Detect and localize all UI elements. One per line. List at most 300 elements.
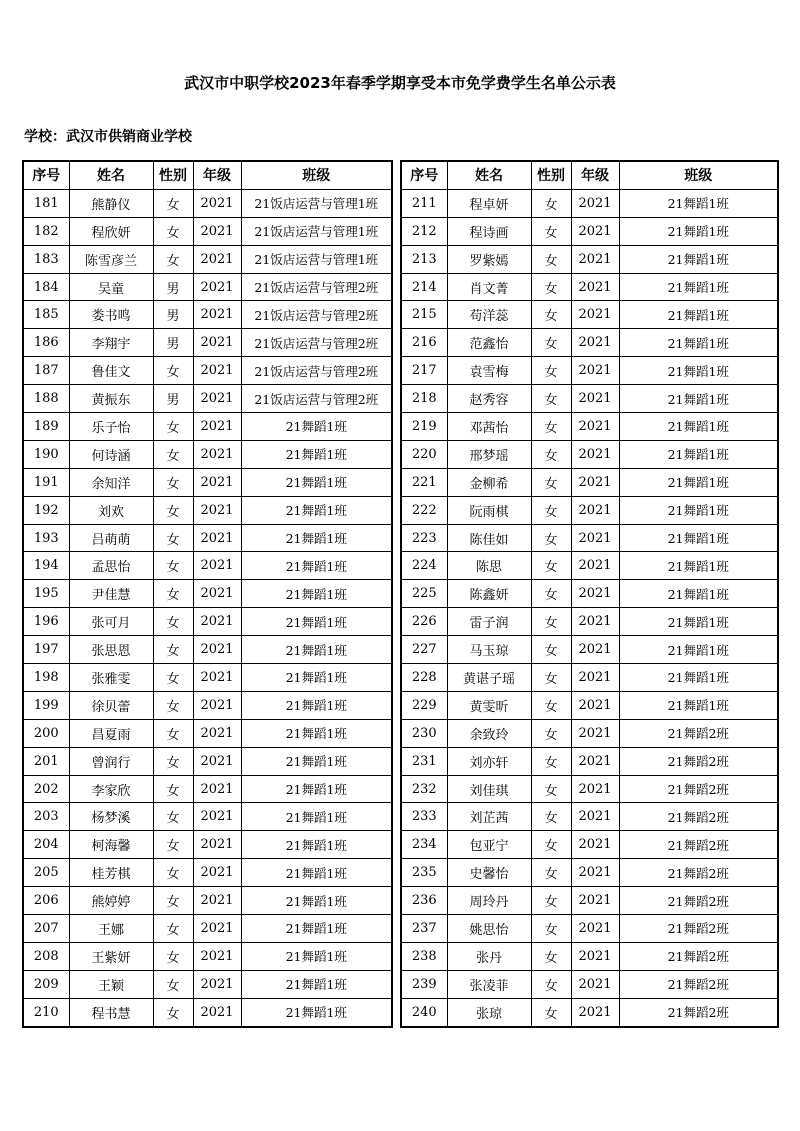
cell-name: 何诗涵 xyxy=(69,440,153,468)
cell-gender: 女 xyxy=(153,524,193,552)
cell-gender: 女 xyxy=(153,915,193,943)
cell-gender: 女 xyxy=(531,440,571,468)
cell-grade: 2021 xyxy=(571,803,619,831)
cell-class: 21舞蹈1班 xyxy=(619,580,778,608)
cell-class: 21舞蹈1班 xyxy=(619,273,778,301)
cell-name: 王紫妍 xyxy=(69,942,153,970)
cell-class: 21舞蹈1班 xyxy=(241,719,392,747)
cell-grade: 2021 xyxy=(193,998,241,1026)
cell-grade: 2021 xyxy=(193,942,241,970)
cell-seq: 206 xyxy=(23,887,69,915)
cell-seq: 222 xyxy=(401,496,447,524)
cell-name: 邢梦瑶 xyxy=(447,440,531,468)
table-row xyxy=(401,496,778,524)
cell-name: 马玉琼 xyxy=(447,636,531,664)
cell-gender: 女 xyxy=(153,189,193,217)
cell-class: 21舞蹈1班 xyxy=(619,189,778,217)
cell-grade: 2021 xyxy=(193,970,241,998)
cell-gender: 女 xyxy=(531,468,571,496)
cell-class: 21舞蹈1班 xyxy=(241,608,392,636)
cell-seq: 191 xyxy=(23,468,69,496)
cell-class: 21饭店运营与管理1班 xyxy=(241,245,392,273)
cell-gender: 女 xyxy=(531,831,571,859)
cell-grade: 2021 xyxy=(571,301,619,329)
cell-class: 21舞蹈1班 xyxy=(619,691,778,719)
school-name: 武汉市供销商业学校 xyxy=(66,129,192,145)
table-row xyxy=(23,803,392,831)
cell-gender: 女 xyxy=(153,970,193,998)
cell-class: 21舞蹈2班 xyxy=(619,831,778,859)
cell-grade: 2021 xyxy=(571,217,619,245)
cell-grade: 2021 xyxy=(571,524,619,552)
table-row xyxy=(401,385,778,413)
cell-grade: 2021 xyxy=(571,496,619,524)
cell-class: 21饭店运营与管理2班 xyxy=(241,329,392,357)
table-row xyxy=(401,440,778,468)
cell-class: 21舞蹈1班 xyxy=(619,468,778,496)
cell-seq: 232 xyxy=(401,775,447,803)
cell-seq: 186 xyxy=(23,329,69,357)
cell-seq: 234 xyxy=(401,831,447,859)
cell-name: 鲁佳文 xyxy=(69,357,153,385)
cell-grade: 2021 xyxy=(571,189,619,217)
cell-seq: 238 xyxy=(401,942,447,970)
header-gender: 性别 xyxy=(531,161,571,189)
cell-name: 雷子润 xyxy=(447,608,531,636)
cell-gender: 女 xyxy=(153,664,193,692)
table-row xyxy=(23,915,392,943)
cell-seq: 189 xyxy=(23,413,69,441)
cell-seq: 195 xyxy=(23,580,69,608)
cell-class: 21舞蹈1班 xyxy=(619,552,778,580)
cell-name: 张思恩 xyxy=(69,636,153,664)
cell-grade: 2021 xyxy=(571,998,619,1026)
cell-gender: 女 xyxy=(153,942,193,970)
cell-class: 21舞蹈1班 xyxy=(619,636,778,664)
cell-name: 刘亦轩 xyxy=(447,747,531,775)
cell-class: 21舞蹈1班 xyxy=(241,636,392,664)
cell-class: 21舞蹈1班 xyxy=(619,301,778,329)
cell-gender: 女 xyxy=(531,719,571,747)
cell-name: 余知洋 xyxy=(69,468,153,496)
cell-class: 21舞蹈2班 xyxy=(619,998,778,1026)
cell-gender: 女 xyxy=(531,189,571,217)
cell-class: 21舞蹈1班 xyxy=(619,413,778,441)
cell-class: 21饭店运营与管理2班 xyxy=(241,357,392,385)
cell-class: 21舞蹈1班 xyxy=(619,608,778,636)
cell-grade: 2021 xyxy=(193,636,241,664)
cell-class: 21舞蹈1班 xyxy=(619,357,778,385)
cell-name: 杨梦溪 xyxy=(69,803,153,831)
cell-name: 邓茜怡 xyxy=(447,413,531,441)
cell-name: 刘佳琪 xyxy=(447,775,531,803)
table-row xyxy=(23,580,392,608)
table-row xyxy=(23,245,392,273)
cell-class: 21舞蹈1班 xyxy=(619,329,778,357)
cell-class: 21饭店运营与管理2班 xyxy=(241,301,392,329)
cell-grade: 2021 xyxy=(571,413,619,441)
cell-name: 王颖 xyxy=(69,970,153,998)
cell-seq: 203 xyxy=(23,803,69,831)
cell-seq: 209 xyxy=(23,970,69,998)
cell-seq: 233 xyxy=(401,803,447,831)
cell-seq: 235 xyxy=(401,859,447,887)
cell-class: 21舞蹈1班 xyxy=(241,580,392,608)
table-row xyxy=(401,747,778,775)
school-label: 学校： xyxy=(24,129,66,145)
cell-class: 21舞蹈1班 xyxy=(241,859,392,887)
cell-seq: 184 xyxy=(23,273,69,301)
cell-seq: 212 xyxy=(401,217,447,245)
cell-name: 周玲丹 xyxy=(447,887,531,915)
cell-seq: 227 xyxy=(401,636,447,664)
cell-name: 姚思怡 xyxy=(447,915,531,943)
cell-gender: 女 xyxy=(153,803,193,831)
table-row xyxy=(401,664,778,692)
cell-grade: 2021 xyxy=(571,831,619,859)
cell-gender: 女 xyxy=(153,440,193,468)
cell-grade: 2021 xyxy=(571,636,619,664)
cell-seq: 204 xyxy=(23,831,69,859)
cell-name: 阮雨棋 xyxy=(447,496,531,524)
cell-class: 21舞蹈1班 xyxy=(241,440,392,468)
cell-seq: 224 xyxy=(401,552,447,580)
cell-grade: 2021 xyxy=(193,747,241,775)
cell-class: 21舞蹈2班 xyxy=(619,942,778,970)
cell-class: 21饭店运营与管理1班 xyxy=(241,189,392,217)
cell-class: 21舞蹈1班 xyxy=(241,413,392,441)
cell-grade: 2021 xyxy=(193,468,241,496)
cell-name: 刘芷茜 xyxy=(447,803,531,831)
cell-gender: 女 xyxy=(531,636,571,664)
cell-seq: 188 xyxy=(23,385,69,413)
table-row xyxy=(23,385,392,413)
cell-grade: 2021 xyxy=(571,970,619,998)
cell-seq: 229 xyxy=(401,691,447,719)
cell-grade: 2021 xyxy=(193,580,241,608)
cell-class: 21舞蹈1班 xyxy=(241,803,392,831)
table-row xyxy=(23,691,392,719)
table-row xyxy=(23,413,392,441)
cell-name: 陈佳如 xyxy=(447,524,531,552)
cell-class: 21舞蹈1班 xyxy=(241,468,392,496)
table-row xyxy=(23,831,392,859)
cell-name: 黄雯昕 xyxy=(447,691,531,719)
cell-gender: 女 xyxy=(153,719,193,747)
cell-gender: 女 xyxy=(153,998,193,1026)
table-row xyxy=(23,189,392,217)
cell-class: 21饭店运营与管理2班 xyxy=(241,273,392,301)
cell-name: 程欣妍 xyxy=(69,217,153,245)
cell-gender: 女 xyxy=(153,636,193,664)
table-row xyxy=(401,580,778,608)
cell-gender: 女 xyxy=(153,691,193,719)
cell-grade: 2021 xyxy=(193,357,241,385)
cell-seq: 187 xyxy=(23,357,69,385)
cell-seq: 223 xyxy=(401,524,447,552)
cell-class: 21舞蹈2班 xyxy=(619,887,778,915)
table-row xyxy=(23,552,392,580)
cell-gender: 女 xyxy=(531,942,571,970)
table-row xyxy=(401,217,778,245)
cell-gender: 女 xyxy=(531,357,571,385)
table-row xyxy=(401,998,778,1026)
cell-name: 徐贝蕾 xyxy=(69,691,153,719)
table-row xyxy=(401,524,778,552)
cell-gender: 女 xyxy=(531,887,571,915)
cell-name: 黄谌子瑶 xyxy=(447,664,531,692)
cell-class: 21舞蹈1班 xyxy=(241,664,392,692)
table-row xyxy=(23,887,392,915)
cell-name: 桂芳棋 xyxy=(69,859,153,887)
cell-gender: 女 xyxy=(531,691,571,719)
table-row xyxy=(401,636,778,664)
header-name: 姓名 xyxy=(69,161,153,189)
cell-class: 21舞蹈1班 xyxy=(241,970,392,998)
table-row xyxy=(23,664,392,692)
cell-grade: 2021 xyxy=(193,301,241,329)
table-row xyxy=(401,189,778,217)
cell-seq: 228 xyxy=(401,664,447,692)
cell-grade: 2021 xyxy=(193,245,241,273)
cell-grade: 2021 xyxy=(193,385,241,413)
cell-class: 21舞蹈2班 xyxy=(619,915,778,943)
cell-gender: 女 xyxy=(531,998,571,1026)
table-row xyxy=(23,998,392,1026)
cell-gender: 男 xyxy=(153,329,193,357)
cell-grade: 2021 xyxy=(193,552,241,580)
table-row xyxy=(401,803,778,831)
cell-grade: 2021 xyxy=(193,803,241,831)
cell-gender: 女 xyxy=(531,273,571,301)
cell-gender: 女 xyxy=(531,301,571,329)
cell-grade: 2021 xyxy=(571,775,619,803)
cell-class: 21舞蹈1班 xyxy=(241,775,392,803)
cell-seq: 219 xyxy=(401,413,447,441)
cell-grade: 2021 xyxy=(193,413,241,441)
table-row xyxy=(23,301,392,329)
cell-seq: 182 xyxy=(23,217,69,245)
cell-grade: 2021 xyxy=(571,608,619,636)
table-row xyxy=(401,942,778,970)
cell-seq: 231 xyxy=(401,747,447,775)
cell-gender: 女 xyxy=(153,552,193,580)
cell-grade: 2021 xyxy=(571,468,619,496)
cell-seq: 193 xyxy=(23,524,69,552)
cell-grade: 2021 xyxy=(193,496,241,524)
cell-class: 21舞蹈2班 xyxy=(619,803,778,831)
cell-name: 吴童 xyxy=(69,273,153,301)
cell-gender: 女 xyxy=(153,413,193,441)
table-row xyxy=(401,413,778,441)
cell-class: 21舞蹈2班 xyxy=(619,747,778,775)
table-row xyxy=(401,357,778,385)
cell-grade: 2021 xyxy=(193,189,241,217)
cell-gender: 女 xyxy=(531,245,571,273)
header-class: 班级 xyxy=(619,161,778,189)
header-name: 姓名 xyxy=(447,161,531,189)
cell-gender: 女 xyxy=(153,831,193,859)
cell-gender: 女 xyxy=(153,580,193,608)
header-grade: 年级 xyxy=(193,161,241,189)
cell-gender: 女 xyxy=(531,524,571,552)
cell-grade: 2021 xyxy=(571,915,619,943)
table-row xyxy=(401,552,778,580)
cell-gender: 女 xyxy=(531,803,571,831)
table-row xyxy=(401,691,778,719)
cell-name: 张凌菲 xyxy=(447,970,531,998)
cell-class: 21舞蹈1班 xyxy=(241,496,392,524)
cell-gender: 女 xyxy=(531,552,571,580)
roster-table-left xyxy=(22,160,393,1028)
cell-grade: 2021 xyxy=(571,942,619,970)
cell-grade: 2021 xyxy=(193,775,241,803)
cell-class: 21舞蹈1班 xyxy=(241,747,392,775)
table-row xyxy=(23,273,392,301)
cell-seq: 197 xyxy=(23,636,69,664)
cell-gender: 女 xyxy=(531,915,571,943)
cell-seq: 213 xyxy=(401,245,447,273)
roster-body-left xyxy=(23,189,392,1026)
cell-name: 张雅雯 xyxy=(69,664,153,692)
cell-seq: 200 xyxy=(23,719,69,747)
cell-gender: 女 xyxy=(531,217,571,245)
cell-seq: 205 xyxy=(23,859,69,887)
table-row xyxy=(401,608,778,636)
cell-name: 乐子怡 xyxy=(69,413,153,441)
header-gender: 性别 xyxy=(153,161,193,189)
table-header-row xyxy=(401,161,778,189)
cell-name: 赵秀容 xyxy=(447,385,531,413)
table-row xyxy=(23,357,392,385)
cell-grade: 2021 xyxy=(571,273,619,301)
table-row xyxy=(401,719,778,747)
cell-grade: 2021 xyxy=(193,915,241,943)
cell-name: 罗紫嫣 xyxy=(447,245,531,273)
cell-name: 熊婷婷 xyxy=(69,887,153,915)
cell-gender: 女 xyxy=(531,859,571,887)
cell-name: 尹佳慧 xyxy=(69,580,153,608)
cell-seq: 214 xyxy=(401,273,447,301)
cell-seq: 218 xyxy=(401,385,447,413)
table-row xyxy=(23,636,392,664)
cell-gender: 女 xyxy=(153,747,193,775)
cell-grade: 2021 xyxy=(571,440,619,468)
cell-class: 21饭店运营与管理2班 xyxy=(241,385,392,413)
cell-name: 王娜 xyxy=(69,915,153,943)
cell-seq: 225 xyxy=(401,580,447,608)
table-row xyxy=(23,468,392,496)
cell-seq: 185 xyxy=(23,301,69,329)
cell-name: 李家欣 xyxy=(69,775,153,803)
cell-name: 肖文菁 xyxy=(447,273,531,301)
cell-grade: 2021 xyxy=(571,719,619,747)
cell-gender: 男 xyxy=(153,385,193,413)
cell-name: 陈雪彦兰 xyxy=(69,245,153,273)
cell-grade: 2021 xyxy=(571,580,619,608)
cell-grade: 2021 xyxy=(571,329,619,357)
cell-name: 余致玲 xyxy=(447,719,531,747)
cell-grade: 2021 xyxy=(571,859,619,887)
table-row xyxy=(23,719,392,747)
cell-grade: 2021 xyxy=(193,217,241,245)
cell-gender: 女 xyxy=(153,775,193,803)
cell-grade: 2021 xyxy=(193,524,241,552)
cell-name: 熊静仪 xyxy=(69,189,153,217)
cell-seq: 220 xyxy=(401,440,447,468)
cell-grade: 2021 xyxy=(193,691,241,719)
cell-class: 21舞蹈1班 xyxy=(619,524,778,552)
cell-seq: 215 xyxy=(401,301,447,329)
cell-seq: 236 xyxy=(401,887,447,915)
cell-seq: 211 xyxy=(401,189,447,217)
cell-gender: 女 xyxy=(153,245,193,273)
cell-class: 21舞蹈1班 xyxy=(241,691,392,719)
cell-grade: 2021 xyxy=(571,357,619,385)
table-row xyxy=(23,775,392,803)
cell-name: 陈鑫妍 xyxy=(447,580,531,608)
cell-name: 范鑫怡 xyxy=(447,329,531,357)
table-row xyxy=(401,887,778,915)
cell-name: 曾润行 xyxy=(69,747,153,775)
cell-gender: 女 xyxy=(153,887,193,915)
cell-grade: 2021 xyxy=(193,664,241,692)
cell-class: 21饭店运营与管理1班 xyxy=(241,217,392,245)
cell-seq: 190 xyxy=(23,440,69,468)
cell-class: 21舞蹈1班 xyxy=(241,915,392,943)
cell-class: 21舞蹈1班 xyxy=(241,998,392,1026)
table-row xyxy=(401,468,778,496)
table-row xyxy=(401,775,778,803)
cell-seq: 230 xyxy=(401,719,447,747)
table-row xyxy=(401,329,778,357)
table-row xyxy=(401,859,778,887)
cell-name: 李翔宇 xyxy=(69,329,153,357)
cell-gender: 女 xyxy=(531,413,571,441)
cell-grade: 2021 xyxy=(571,385,619,413)
cell-class: 21舞蹈1班 xyxy=(619,664,778,692)
school-line xyxy=(24,126,192,146)
cell-grade: 2021 xyxy=(571,664,619,692)
cell-seq: 216 xyxy=(401,329,447,357)
cell-gender: 女 xyxy=(153,608,193,636)
table-row xyxy=(23,496,392,524)
cell-name: 黄振东 xyxy=(69,385,153,413)
cell-grade: 2021 xyxy=(571,691,619,719)
header-class: 班级 xyxy=(241,161,392,189)
cell-class: 21舞蹈2班 xyxy=(619,775,778,803)
cell-name: 吕萌萌 xyxy=(69,524,153,552)
cell-name: 包亚宁 xyxy=(447,831,531,859)
cell-seq: 201 xyxy=(23,747,69,775)
table-row xyxy=(23,329,392,357)
cell-gender: 女 xyxy=(531,664,571,692)
cell-gender: 女 xyxy=(153,468,193,496)
table-row xyxy=(23,942,392,970)
table-row xyxy=(401,915,778,943)
cell-gender: 女 xyxy=(531,385,571,413)
cell-class: 21舞蹈2班 xyxy=(619,719,778,747)
cell-name: 程诗画 xyxy=(447,217,531,245)
cell-name: 史馨怡 xyxy=(447,859,531,887)
cell-name: 陈思 xyxy=(447,552,531,580)
document-title: 武汉市中职学校2023年春季学期享受本市免学费学生名单公示表 xyxy=(184,74,616,92)
cell-name: 刘欢 xyxy=(69,496,153,524)
cell-gender: 女 xyxy=(531,608,571,636)
cell-name: 孟思怡 xyxy=(69,552,153,580)
cell-seq: 237 xyxy=(401,915,447,943)
cell-grade: 2021 xyxy=(193,859,241,887)
